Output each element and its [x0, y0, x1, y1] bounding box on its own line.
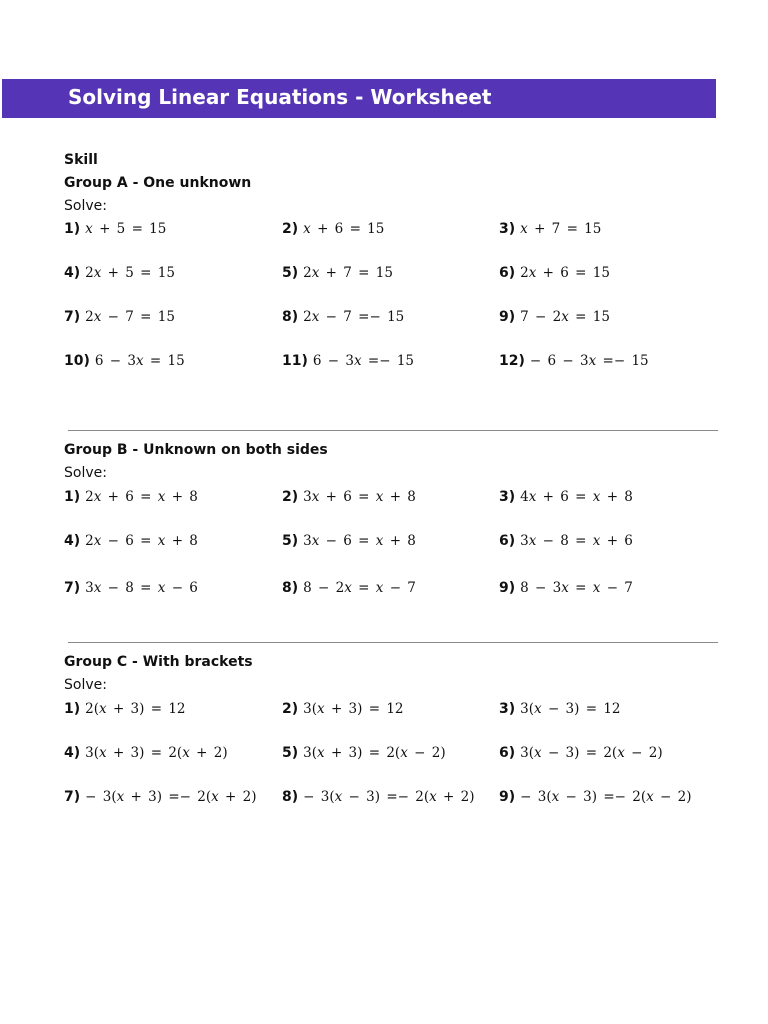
- question-number: 5): [282, 745, 299, 761]
- question-a4: [64, 264, 175, 282]
- question-b8: [282, 579, 416, 597]
- equation: − 3(x − 3) =− 2(x + 2): [303, 789, 475, 805]
- group-a-instruction: Solve:: [64, 198, 107, 214]
- question-number: 4): [64, 745, 81, 761]
- equation: 2x − 7 =− 15: [303, 309, 405, 325]
- question-b7: [64, 579, 198, 597]
- question-number: 1): [64, 489, 81, 505]
- question-a5: [282, 264, 393, 282]
- equation: 6 − 3x = 15: [94, 353, 185, 369]
- group-b-instruction: Solve:: [64, 465, 107, 481]
- question-c8: [282, 788, 475, 806]
- question-number: 4): [64, 533, 81, 549]
- equation: 2x + 7 = 15: [303, 265, 393, 281]
- equation: x + 5 = 15: [85, 221, 167, 237]
- question-number: 12): [499, 353, 525, 369]
- equation: 2x − 6 = x + 8: [85, 533, 198, 549]
- equation: 3(x − 3) = 2(x − 2): [520, 745, 663, 761]
- question-b2: [282, 488, 416, 506]
- question-number: 3): [499, 221, 516, 237]
- question-number: 7): [64, 580, 81, 596]
- group-c-title: Group C - With brackets: [64, 654, 253, 670]
- question-c9: [499, 788, 692, 806]
- section-divider: [68, 430, 718, 431]
- question-c7: [64, 788, 257, 806]
- worksheet-title: Solving Linear Equations - Worksheet: [68, 85, 492, 109]
- question-b4: [64, 532, 198, 550]
- question-number: 9): [499, 789, 516, 805]
- equation: 2(x + 3) = 12: [85, 701, 186, 717]
- question-c6: [499, 744, 663, 762]
- question-number: 4): [64, 265, 81, 281]
- question-c2: [282, 700, 404, 718]
- equation: 4x + 6 = x + 8: [520, 489, 633, 505]
- equation: 2x + 6 = 15: [520, 265, 610, 281]
- question-b5: [282, 532, 416, 550]
- question-c4: [64, 744, 228, 762]
- skill-label: Skill: [64, 152, 98, 168]
- equation: − 3(x + 3) =− 2(x + 2): [85, 789, 257, 805]
- equation: 6 − 3x =− 15: [312, 353, 415, 369]
- question-b9: [499, 579, 633, 597]
- question-a2: [282, 220, 384, 238]
- equation: 2x + 5 = 15: [85, 265, 175, 281]
- question-number: 9): [499, 580, 516, 596]
- equation: − 3(x − 3) =− 2(x − 2): [520, 789, 692, 805]
- equation: 7 − 2x = 15: [520, 309, 610, 325]
- question-number: 2): [282, 221, 299, 237]
- question-number: 11): [282, 353, 308, 369]
- question-number: 5): [282, 265, 299, 281]
- question-number: 8): [282, 789, 299, 805]
- question-number: 5): [282, 533, 299, 549]
- equation: 3x + 6 = x + 8: [303, 489, 416, 505]
- equation: 2x + 6 = x + 8: [85, 489, 198, 505]
- question-number: 3): [499, 489, 516, 505]
- question-number: 2): [282, 489, 299, 505]
- question-a11: [282, 352, 414, 370]
- question-a9: [499, 308, 610, 326]
- equation: 8 − 3x = x − 7: [520, 580, 633, 596]
- equation: x + 6 = 15: [303, 221, 385, 237]
- question-number: 8): [282, 580, 299, 596]
- question-number: 3): [499, 701, 516, 717]
- equation: x + 7 = 15: [520, 221, 602, 237]
- group-c-instruction: Solve:: [64, 677, 107, 693]
- question-number: 6): [499, 745, 516, 761]
- question-number: 7): [64, 789, 81, 805]
- question-a7: [64, 308, 175, 326]
- question-a12: [499, 352, 649, 370]
- question-b6: [499, 532, 633, 550]
- question-c3: [499, 700, 621, 718]
- question-number: 8): [282, 309, 299, 325]
- equation: 3x − 8 = x + 6: [520, 533, 633, 549]
- question-a8: [282, 308, 404, 326]
- equation: − 6 − 3x =− 15: [529, 353, 649, 369]
- equation: 3(x + 3) = 2(x + 2): [85, 745, 228, 761]
- question-c1: [64, 700, 186, 718]
- equation: 3(x − 3) = 12: [520, 701, 621, 717]
- question-a1: [64, 220, 166, 238]
- equation: 3(x + 3) = 2(x − 2): [303, 745, 446, 761]
- question-a3: [499, 220, 601, 238]
- title-banner: [2, 79, 716, 118]
- question-number: 9): [499, 309, 516, 325]
- group-b-title: Group B - Unknown on both sides: [64, 442, 328, 458]
- equation: 8 − 2x = x − 7: [303, 580, 416, 596]
- question-b1: [64, 488, 198, 506]
- section-divider: [68, 642, 718, 643]
- question-number: 7): [64, 309, 81, 325]
- question-number: 1): [64, 221, 81, 237]
- equation: 3x − 6 = x + 8: [303, 533, 416, 549]
- question-b3: [499, 488, 633, 506]
- question-a10: [64, 352, 185, 370]
- question-number: 1): [64, 701, 81, 717]
- question-number: 2): [282, 701, 299, 717]
- question-a6: [499, 264, 610, 282]
- equation: 3x − 8 = x − 6: [85, 580, 198, 596]
- question-c5: [282, 744, 446, 762]
- question-number: 10): [64, 353, 90, 369]
- question-number: 6): [499, 533, 516, 549]
- equation: 3(x + 3) = 12: [303, 701, 404, 717]
- equation: 2x − 7 = 15: [85, 309, 175, 325]
- question-number: 6): [499, 265, 516, 281]
- group-a-title: Group A - One unknown: [64, 175, 252, 191]
